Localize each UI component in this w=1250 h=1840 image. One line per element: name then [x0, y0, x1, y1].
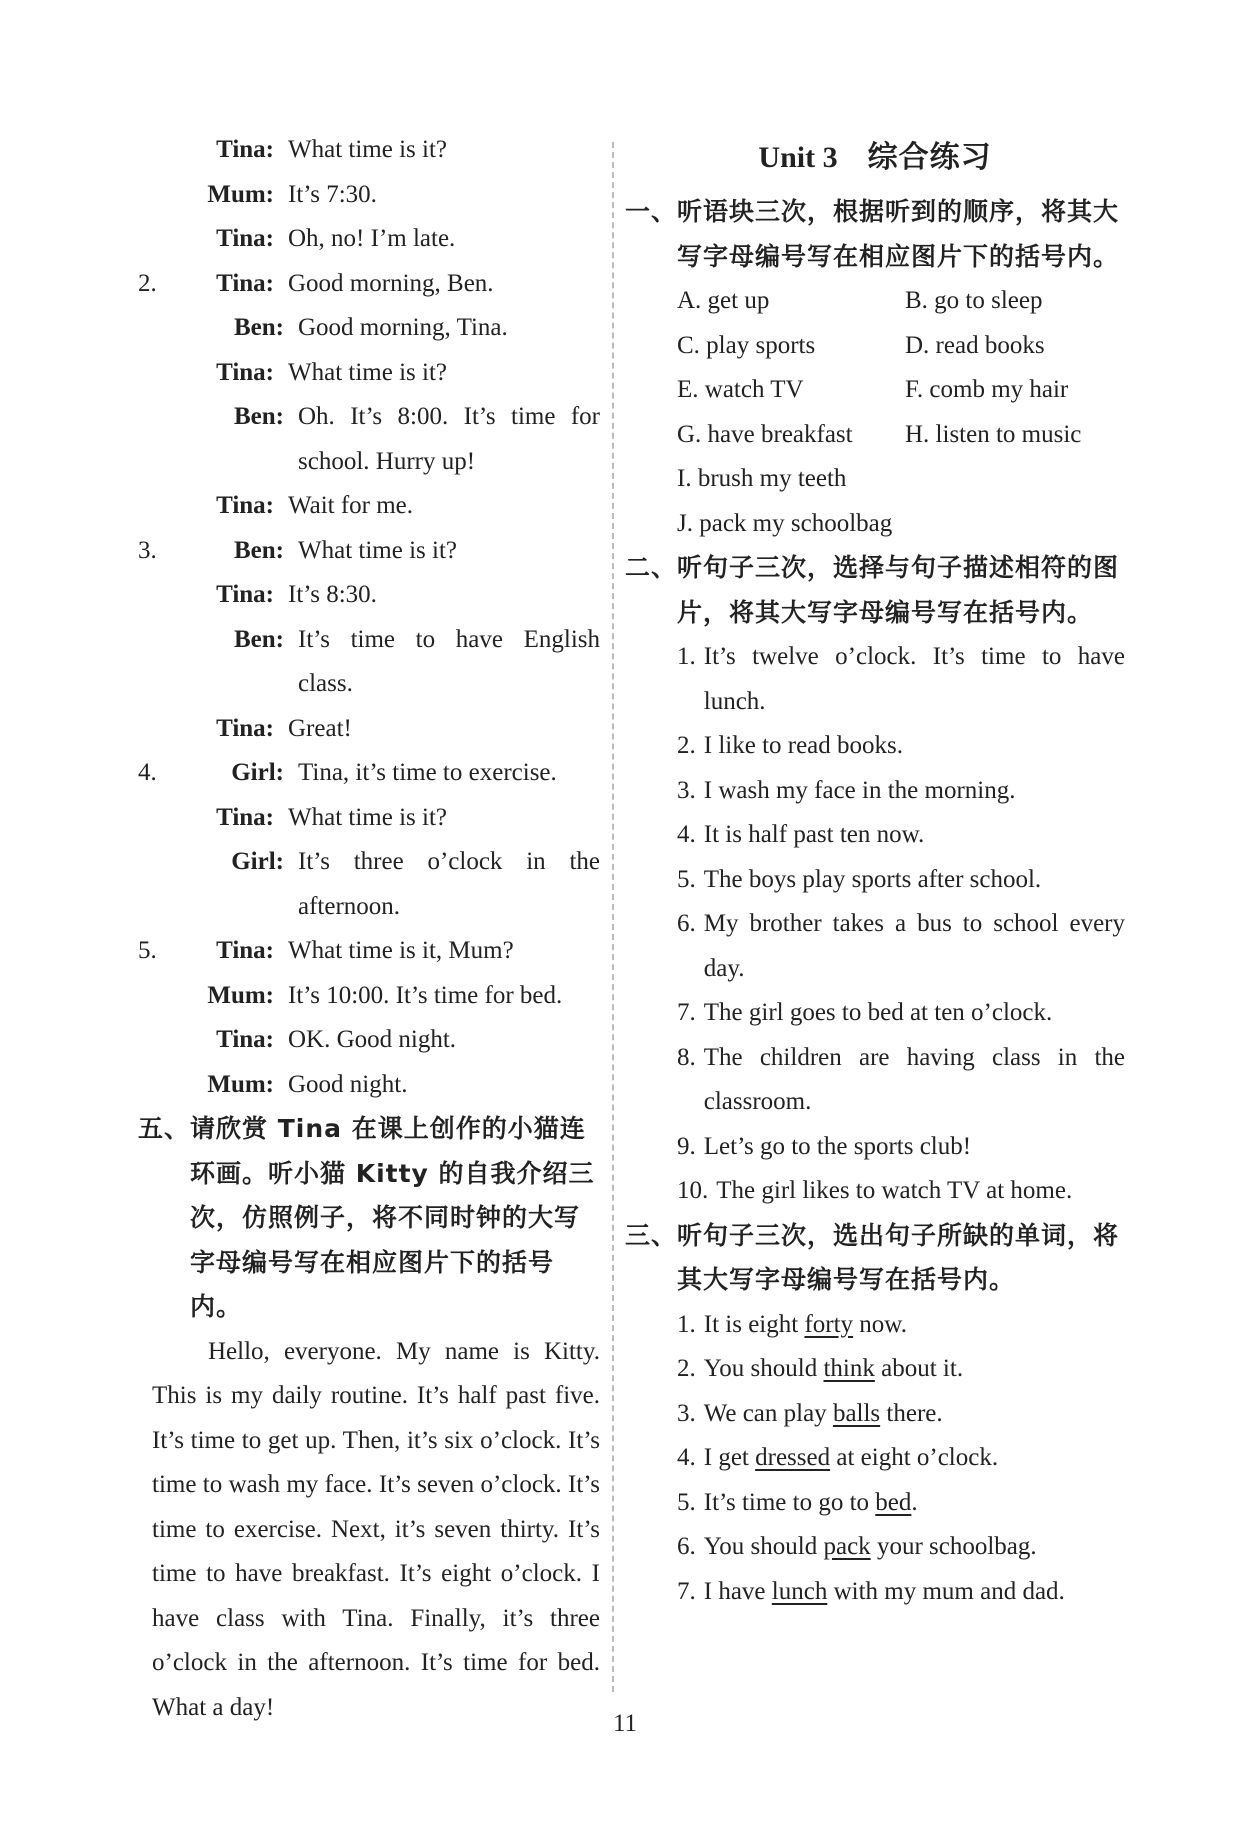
item-number: 4.	[677, 1444, 696, 1471]
dialogue-text: Good morning, Ben.	[288, 269, 494, 297]
sentence-item	[677, 991, 1125, 1036]
underlined-word: pack	[823, 1533, 871, 1560]
item-text	[704, 1570, 1125, 1615]
item-number: 1.	[677, 643, 696, 670]
speaker-label: Ben:	[234, 536, 284, 564]
section-2-mark: 二、	[625, 553, 678, 582]
section-3-instruction: 听句子三次，选出句子所缺的单词，将其大写字母编号写在括号内。	[677, 1220, 1120, 1294]
sentence-item	[677, 1125, 1125, 1170]
dialogue-line	[138, 618, 600, 707]
text-before: I get	[703, 1444, 756, 1471]
item-number: 9.	[677, 1132, 696, 1160]
dialogue-text: Great!	[288, 714, 352, 742]
speaker-label: Tina:	[216, 269, 274, 297]
speaker-label: Ben:	[234, 625, 284, 653]
option-item: G. have breakfast	[677, 420, 853, 448]
item-text: It is half past ten now.	[703, 821, 925, 848]
option-item: A. get up	[677, 287, 770, 314]
underlined-word: balls	[832, 1399, 881, 1427]
dialogue-line	[138, 128, 600, 173]
text-before: You should	[703, 1533, 824, 1560]
sentence-item	[677, 1036, 1125, 1125]
item-number: 5.	[677, 1488, 696, 1516]
speaker-label: Girl:	[231, 759, 284, 786]
dialogue-line	[138, 217, 600, 262]
item-text	[704, 1481, 1125, 1526]
item-text	[704, 1347, 1125, 1392]
item-text: I wash my face in the morning.	[703, 776, 1016, 804]
dialogue-number	[138, 351, 170, 396]
item-text	[704, 1392, 1125, 1437]
dialogue-line	[138, 1018, 600, 1063]
dialogue-list	[138, 128, 600, 1107]
item-text	[704, 1436, 1125, 1481]
option-item: I. brush my teeth	[677, 465, 847, 492]
dialogue-number	[138, 128, 170, 173]
left-column	[138, 128, 600, 1730]
sentence-item	[677, 1169, 1125, 1214]
speaker-label: Girl:	[231, 848, 284, 875]
sentence-item	[677, 635, 1125, 724]
option-item	[905, 502, 1125, 547]
dialogue-line	[138, 484, 600, 529]
dialogue-text: Wait for me.	[288, 492, 414, 519]
text-before: You should	[703, 1355, 824, 1382]
dialogue-text: It’s 8:30.	[288, 581, 377, 608]
item-number: 6.	[677, 1533, 696, 1560]
dialogue-number	[138, 573, 170, 618]
dialogue-line	[138, 929, 600, 974]
dialogue-text: OK. Good night.	[288, 1026, 457, 1053]
dialogue-number	[138, 395, 170, 484]
blank-item	[677, 1481, 1125, 1526]
dialogue-line	[138, 351, 600, 396]
blank-item	[677, 1347, 1125, 1392]
dialogue-text: Good night.	[288, 1070, 408, 1098]
dialogue-number	[138, 796, 170, 841]
item-number: 7.	[677, 999, 696, 1026]
dialogue-number	[138, 1063, 170, 1108]
text-before: I have	[703, 1577, 772, 1605]
item-number: 10.	[677, 1177, 709, 1204]
speaker-label: Mum:	[207, 1070, 274, 1098]
section-2-instruction: 听句子三次，选择与句子描述相符的图片，将其大写字母编号写在括号内。	[677, 553, 1120, 627]
speaker-label: Tina:	[216, 803, 274, 831]
dialogue-text: Oh, no! I’m late.	[288, 225, 456, 252]
option-item: H. listen to music	[905, 420, 1082, 448]
dialogue-text: It’s time to have English class.	[298, 625, 600, 697]
dialogue-line	[138, 573, 600, 618]
dialogue-number	[138, 173, 170, 218]
sentence-item	[677, 902, 1125, 991]
speaker-label: Tina:	[216, 358, 274, 386]
text-before: We can play	[703, 1399, 833, 1427]
dialogue-line	[138, 974, 600, 1019]
sentence-item	[677, 858, 1125, 903]
unit-title-en: Unit 3	[758, 141, 838, 174]
item-text: My brother takes a bus to school every day.	[703, 910, 1125, 982]
unit-title	[625, 128, 1125, 188]
sentence-item	[677, 813, 1125, 858]
section-3-items	[625, 1303, 1125, 1615]
item-text: The girl likes to watch TV at home.	[716, 1177, 1073, 1204]
blank-item	[677, 1392, 1125, 1437]
item-number: 1.	[677, 1310, 696, 1338]
dialogue-number	[138, 618, 170, 707]
text-after: there.	[880, 1399, 943, 1427]
speaker-label: Ben:	[234, 403, 284, 430]
text-after: your schoolbag.	[870, 1533, 1037, 1560]
speaker-label: Tina:	[216, 136, 274, 163]
item-text: The children are having class in the classroom.	[703, 1043, 1125, 1115]
section-5-mark: 五、	[138, 1114, 191, 1143]
section-1	[625, 190, 1125, 279]
item-text	[704, 1303, 1125, 1348]
dialogue-number	[138, 217, 170, 262]
dialogue-text: It’s three o’clock in the afternoon.	[298, 848, 600, 920]
item-number: 3.	[677, 776, 696, 804]
section-3-mark: 三、	[625, 1220, 678, 1250]
dialogue-text: Oh. It’s 8:00. It’s time for school. Hurry up!	[298, 403, 600, 475]
item-text: The girl goes to bed at ten o’clock.	[703, 999, 1053, 1026]
option-item: E. watch TV	[677, 376, 804, 403]
column-divider	[612, 142, 614, 1692]
dialogue-number: 3.	[138, 536, 157, 564]
dialogue-number	[138, 974, 170, 1019]
dialogue-number	[138, 306, 170, 351]
underlined-word: bed	[875, 1488, 912, 1516]
dialogue-number	[138, 707, 170, 752]
underlined-word: lunch	[771, 1577, 828, 1605]
option-item: D. read books	[905, 331, 1045, 359]
underlined-word: think	[823, 1355, 875, 1382]
dialogue-text: What time is it?	[288, 358, 447, 386]
kitty-passage: Hello, everyone. My name is Kitty. This is my daily routine. It’s half past five. It’s time to get up. Then, it’s six o’clock. It’s time to wash my face. It’s seven o’clock. It’s time to exercise. Next, it’s seven thirty. It’s time to have breakfast. It’s eight o’clock. I have class with Tina. Finally, it’s three o’clock in the afternoon. It’s time for bed. What a day!	[152, 1337, 600, 1721]
section-5-instruction: 请欣赏 Tina 在课上创作的小猫连环画。听小猫 Kitty 的自我介绍三次，仿照例子，将不同时钟的大写字母编号写在相应图片下的括号内。	[190, 1114, 595, 1321]
text-before: It’s time to go to	[703, 1488, 876, 1516]
item-number: 7.	[677, 1577, 696, 1605]
item-number: 8.	[677, 1043, 696, 1071]
option-item	[905, 457, 1125, 502]
underlined-word: forty	[804, 1310, 854, 1338]
speaker-label: Tina:	[216, 937, 274, 964]
speaker-label: Tina:	[216, 492, 274, 519]
dialogue-line	[138, 173, 600, 218]
text-after: with my mum and dad.	[827, 1577, 1065, 1605]
page-number: 11	[612, 1710, 638, 1737]
speaker-label: Tina:	[216, 1026, 274, 1053]
dialogue-text: Good morning, Tina.	[298, 314, 508, 341]
right-column	[625, 128, 1125, 1614]
dialogue-line	[138, 751, 600, 796]
item-number: 4.	[677, 821, 696, 848]
dialogue-line	[138, 707, 600, 752]
section-3	[625, 1214, 1125, 1303]
sentence-item	[677, 769, 1125, 814]
dialogue-line	[138, 1063, 600, 1108]
dialogue-line	[138, 306, 600, 351]
dialogue-line	[138, 529, 600, 574]
option-item: C. play sports	[677, 331, 816, 359]
speaker-label: Ben:	[234, 314, 284, 341]
text-after: now.	[853, 1310, 907, 1338]
dialogue-text: Tina, it’s time to exercise.	[298, 759, 557, 786]
blank-item	[677, 1303, 1125, 1348]
option-item: J. pack my schoolbag	[677, 509, 893, 537]
dialogue-text: What time is it?	[288, 803, 447, 831]
text-before: It is eight	[703, 1310, 805, 1338]
dialogue-text: It’s 7:30.	[288, 180, 377, 208]
blank-item	[677, 1570, 1125, 1615]
text-after: .	[911, 1488, 918, 1516]
dialogue-number: 5.	[138, 937, 157, 964]
item-text: It’s twelve o’clock. It’s time to have lunch.	[703, 643, 1125, 715]
blank-item	[677, 1436, 1125, 1481]
dialogue-line	[138, 796, 600, 841]
section-1-mark: 一、	[625, 197, 678, 226]
text-after: at eight o’clock.	[830, 1444, 999, 1471]
section-2	[625, 546, 1125, 635]
section-2-items	[625, 635, 1125, 1214]
item-number: 5.	[677, 865, 696, 893]
dialogue-line	[138, 262, 600, 307]
item-text: Let’s go to the sports club!	[703, 1132, 972, 1160]
section-5	[138, 1107, 600, 1330]
blank-item	[677, 1525, 1125, 1570]
item-text	[704, 1525, 1125, 1570]
section-1-instruction: 听语块三次，根据听到的顺序，将其大写字母编号写在相应图片下的括号内。	[677, 197, 1120, 271]
item-number: 2.	[677, 732, 696, 759]
option-item: B. go to sleep	[905, 287, 1043, 314]
sentence-item	[677, 724, 1125, 769]
item-number: 2.	[677, 1355, 696, 1382]
dialogue-text: What time is it?	[298, 536, 457, 564]
unit-title-cn: 综合练习	[867, 140, 992, 175]
dialogue-number: 4.	[138, 759, 157, 786]
section-1-options	[677, 279, 1125, 546]
dialogue-number	[138, 484, 170, 529]
item-number: 6.	[677, 910, 696, 937]
dialogue-text: What time is it?	[288, 136, 447, 163]
option-item: F. comb my hair	[905, 376, 1069, 403]
item-number: 3.	[677, 1399, 696, 1427]
speaker-label: Tina:	[216, 581, 274, 608]
speaker-label: Mum:	[207, 180, 274, 208]
dialogue-number	[138, 840, 170, 929]
speaker-label: Tina:	[216, 714, 274, 742]
dialogue-text: What time is it, Mum?	[288, 937, 514, 964]
speaker-label: Mum:	[207, 981, 274, 1009]
dialogue-line	[138, 395, 600, 484]
underlined-word: dressed	[755, 1444, 831, 1471]
item-text: I like to read books.	[703, 732, 904, 759]
text-after: about it.	[874, 1355, 964, 1382]
dialogue-number	[138, 1018, 170, 1063]
dialogue-line	[138, 840, 600, 929]
speaker-label: Tina:	[216, 225, 274, 252]
dialogue-text: It’s 10:00. It’s time for bed.	[288, 981, 563, 1009]
item-text: The boys play sports after school.	[703, 865, 1042, 893]
dialogue-number: 2.	[138, 269, 157, 297]
